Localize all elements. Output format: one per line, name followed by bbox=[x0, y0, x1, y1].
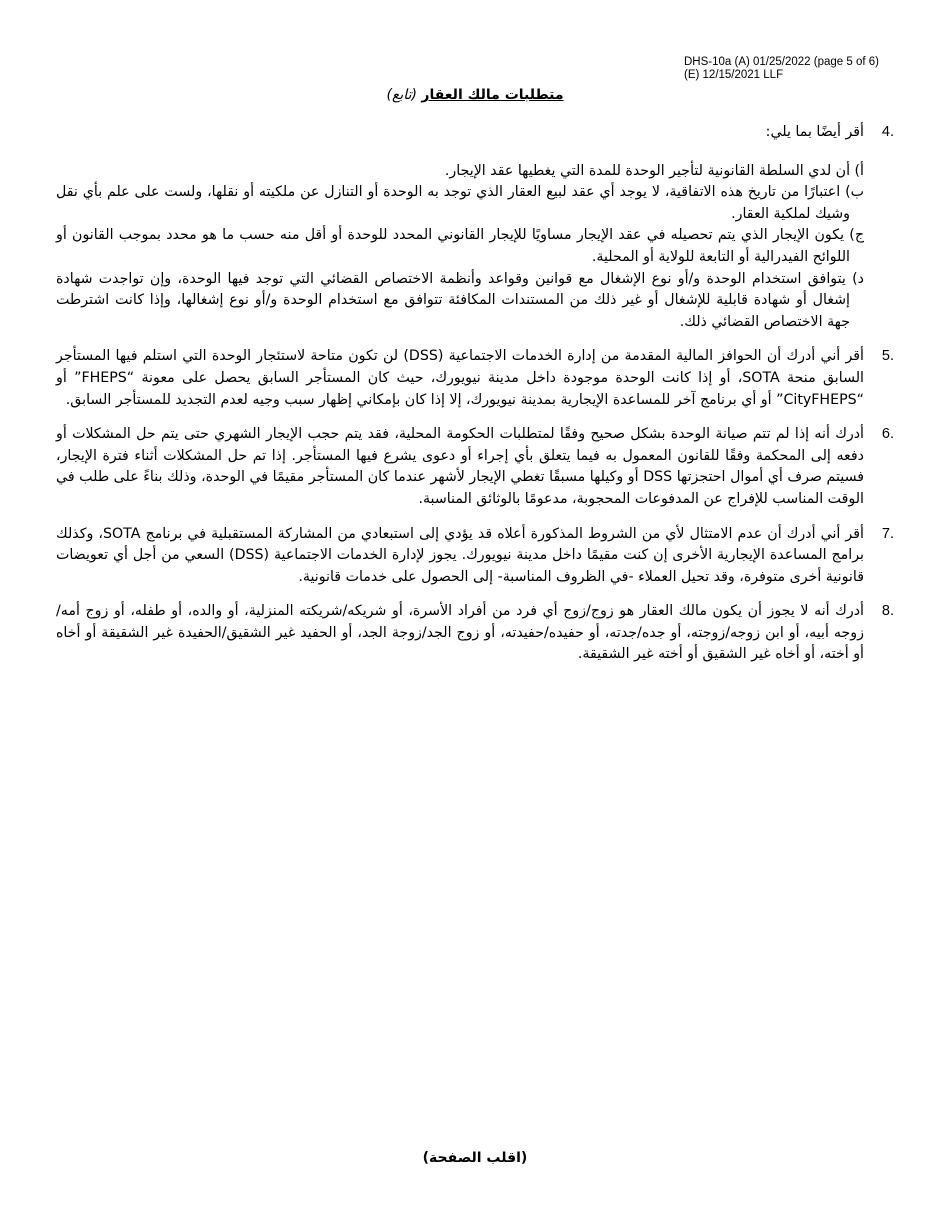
turn-page-note: (اقلب الصفحة) bbox=[422, 1150, 528, 1166]
clause-text: أدرك أنه إذا لم تتم صيانة الوحدة بشكل صحيح وفقًا لمتطلبات الحكومة المحلية، فقد يتم حجب الإيجار الشهري حتى يتم حل المشكلات أو دفعه إلى المحكمة وفقًا للقانون المعمول به فيما يتعلق بأي إجراء أو دعوى يشرع فيها المستأجر. إذا تم حل المشكلات أثناء فترة الإيجار، فسيتم صرف أي أموال احتجزتها DSS أو وكيلها مسبقًا تغطي الإيجار لأشهر عندما كان المستأجر مقيمًا في الوحدة، وذلك بناءً على طلب في الوقت المناسب للإفراج عن المدفوعات المحجوبة، مدعومًا بالوثائق المناسبة. bbox=[56, 426, 865, 507]
clause-number: 5. bbox=[881, 348, 894, 365]
page-title bbox=[0, 86, 950, 104]
clause-number: 4. bbox=[881, 124, 894, 140]
document-body bbox=[56, 122, 894, 679]
clause-4-subitems bbox=[56, 161, 864, 334]
clause-8 bbox=[56, 601, 894, 666]
form-code-line-2: (E) 12/15/2021 LLF bbox=[684, 69, 784, 81]
page-title-continued: (تابع) bbox=[386, 87, 417, 103]
clause-4-subitem-d: د) يتوافق استخدام الوحدة و/أو نوع الإشغال مع قوانين وقواعد وأنظمة الاختصاص القضائي التي توجد فيها الوحدة، وإن تواجدت شهادة إشغال أو شهادة قابلية للإشغال أو غير ذلك من المستندات المكافئة تتوافق مع استخدام الوحدة و/أو نوع إشغالها، وإذا كانت اشترطت جهة الاختصاص القضائي ذلك. bbox=[56, 270, 864, 330]
clause-4-subitem-c: ج) يكون الإيجار الذي يتم تحصيله في عقد الإيجار مساويًا للإيجار القانوني المحدد للوحدة أو أقل منه حسب ما هو محدد بموجب القانون أو اللوائح الفيدرالية أو التابعة للولاية أو المحلية. bbox=[56, 227, 864, 265]
clause-5 bbox=[56, 346, 894, 411]
clause-number: 8. bbox=[881, 603, 894, 620]
clause-6 bbox=[56, 424, 894, 510]
clause-7 bbox=[56, 524, 894, 589]
clause-number: 6. bbox=[881, 426, 894, 443]
clause-text: أدرك أنه لا يجوز أن يكون مالك العقار هو زوج/زوج أي فرد من أفراد الأسرة، أو شريكه/شريكته المنزلية، أو والده، أو طفله، أو زوج أمه/زوجه أبيه، أو ابن زوجه/زوجته، أو جده/جدته، أو حفيده/حفيدته، أو زوج الجد/زوجة الجد، أو الحفيد غير الشقيق/الحفيدة غير الشقيقة أو أخاه أو أخته، أو أخاه غير الشقيق أو أخته غير الشقيقة. bbox=[56, 603, 864, 663]
clause-number: 7. bbox=[881, 525, 894, 542]
clause-4 bbox=[56, 122, 894, 144]
form-code-line-1: DHS-10a (A) 01/25/2022 (page 5 of 6) bbox=[684, 56, 879, 68]
clause-text: أقر أني أدرك أن الحوافز المالية المقدمة من إدارة الخدمات الاجتماعية (DSS) لن تكون متاحة لاستئجار الوحدة التي استلم فيها المستأجر السابق منحة SOTA، أو إذا كانت الوحدة موجودة داخل مدينة نيويورك، حيث كان المستأجر السابق يحصل على معونة “FHEPS” أو “CityFHEPS” أو أي برنامج آخر للمساعدة الإيجارية بمدينة نيويورك، إلا إذا كان بإمكاني إظهار سبب وجيه لعدم التجديد للمستأجر السابق. bbox=[56, 348, 864, 408]
clause-4-subitem-a: أ) أن لدي السلطة القانونية لتأجير الوحدة للمدة التي يغطيها عقد الإيجار. bbox=[444, 162, 864, 179]
clause-4-subitem-b: ب) اعتبارًا من تاريخ هذه الاتفاقية، لا يوجد أي عقد لبيع العقار الذي توجد به الوحدة أو التنازل عن ملكيته أو نقلها، ولست على علم بأي نقل وشيك لملكية العقار. bbox=[56, 184, 864, 222]
clause-text: أقر أيضًا بما يلي: bbox=[765, 124, 864, 140]
page-title-main: متطلبات مالك العقار bbox=[421, 87, 564, 103]
clause-text: أقر أني أدرك أن عدم الامتثال لأي من الشروط المذكورة أعلاه قد يؤدي إلى استبعادي من المشاركة المستقبلية في برنامج SOTA، وكذلك برامج المساعدة الإيجارية الأخرى إن كنت مقيمًا داخل مدينة نيويورك. يجوز لإدارة الخدمات الاجتماعية (DSS) السعي من أجل أي تعويضات قانونية أخرى متوفرة، وقد تحيل العملاء -في الظروف المناسبة- إلى الحصول على خدمات قانونية. bbox=[56, 525, 864, 585]
form-code bbox=[684, 56, 924, 82]
